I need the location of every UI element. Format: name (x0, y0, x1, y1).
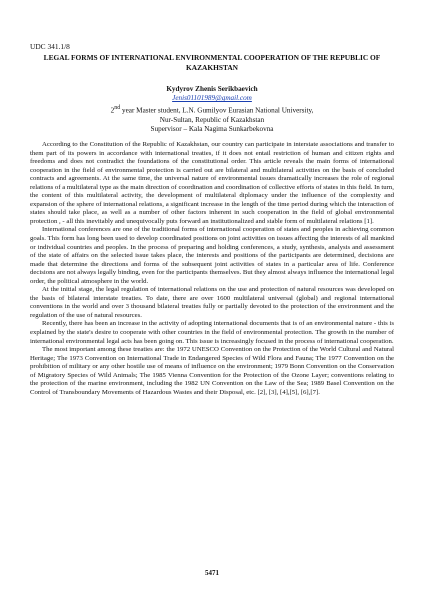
author-email-line (60, 94, 364, 103)
body-paragraph: At the initial stage, the legal regulation of international relations on the use and protection of natural resources was developed on the basis of bilateral interstate treaties. To date, there are over 1600 multilateral universal (global) and regional international conventions in the world and over 3 thousand bilateral treaties fully or partially devoted to the protection of the environment and the regulation of the use of natural resources. (30, 286, 394, 319)
position-suffix: nd (114, 104, 121, 111)
position-ordinal: 2 (110, 106, 115, 115)
author-block (60, 85, 364, 134)
author-location: Nur-Sultan, Republic of Kazakhstan (159, 115, 265, 124)
author-supervisor: Supervisor – Kala Nagima Sunkarbekovna (150, 125, 274, 134)
page-number: 5471 (205, 569, 219, 577)
author-email-link[interactable]: Jenis01101989@gmail.com (172, 94, 252, 103)
position-text: year Master student, L.N. Gumilyov Eurasian National University, (120, 106, 314, 115)
body-paragraph: The most important among these treaties are: the 1972 UNESCO Convention on the Protection of the World Cultural and Natural Heritage; The 1973 Convention on International Trade in Endangered Species of Wild Flora and Fauna; The 1977 Convention on the prohibition of military or any other hostile use of means of influence on the environment; 1979 Bonn Convention on the Conservation of Migratory Species of Wild Animals; The 1985 Vienna Convention for the Protection of the Ozone Layer; conventions relating to the protection of the marine environment, including the 1982 UN Convention on the Law of the Sea; 1989 Basel Convention on the Control of Transboundary Movements of Hazardous Wastes and their Disposal, etc. [2], [3], [4],[5], [6],[7]. (30, 346, 394, 396)
body-paragraph: International conferences are one of the traditional forms of international cooperation of states and peoples in achieving common goals. This form has long been used to develop coordinated positions on joint activities on issues affecting the interests of all mankind or individual countries and peoples. In the process of preparing and holding conferences, a study, synthesis, analysis and assessment of the state of affairs on the selected issue takes place, the interests and positions of the participants are determined, decisions are made that determine the directions and forms of the subsequent joint activities of states in a particular area of life. Conference decisions are not always legally binding, even for the participants themselves. But they almost always influence the international legal order, the political atmosphere in the world. (30, 226, 394, 285)
udc-code: UDC 341.1/8 (30, 42, 70, 51)
article-title: LEGAL FORMS OF INTERNATIONAL ENVIRONMENTAL COOPERATION OF THE REPUBLIC OF KAZAKHSTAN (43, 53, 381, 72)
author-position (60, 104, 364, 116)
author-name: Kydyrov Zhenis Serikbaevich (166, 85, 258, 93)
article-body (30, 141, 394, 397)
body-paragraph: Recently, there has been an increase in the activity of adopting international documents that is of an environmental nature - this is explained by the state's desire to cooperate with other countries in the field of environmental protection. The growth in the number of international environmental legal acts has been going on. This issue is increasingly focused in the process of international cooperation. (30, 320, 394, 345)
body-paragraph: According to the Constitution of the Republic of Kazakhstan, our country can participate in interstate associations and transfer to them part of its powers in accordance with international treaties, if it does not entail restriction of human and citizen rights and freedoms and does not contradict the foundations of the constitutional order. This article reveals the main forms of international cooperation in the field of environmental protection is carried out are bilateral and multilateral activities on the basis of concluded contracts and agreements. At the same time, the universal nature of environmental issues dramatically increases the role of regional relations of a multilateral type as the main direction of coordination and coordination of collective efforts of states in this field. In turn, the content of this multilateral activity, the development of multilateral diplomacy under the influence of the complexity and expansion of the sphere of international relations, a significant increase in the length of the time period during which the interaction of states should take place, as well as a number of other factors inherent in such cooperation in the field of global environmental protection , - all this inevitably and unequivocally puts forward an institutionalized and stable form of multilateral relations [1]. (30, 141, 394, 225)
